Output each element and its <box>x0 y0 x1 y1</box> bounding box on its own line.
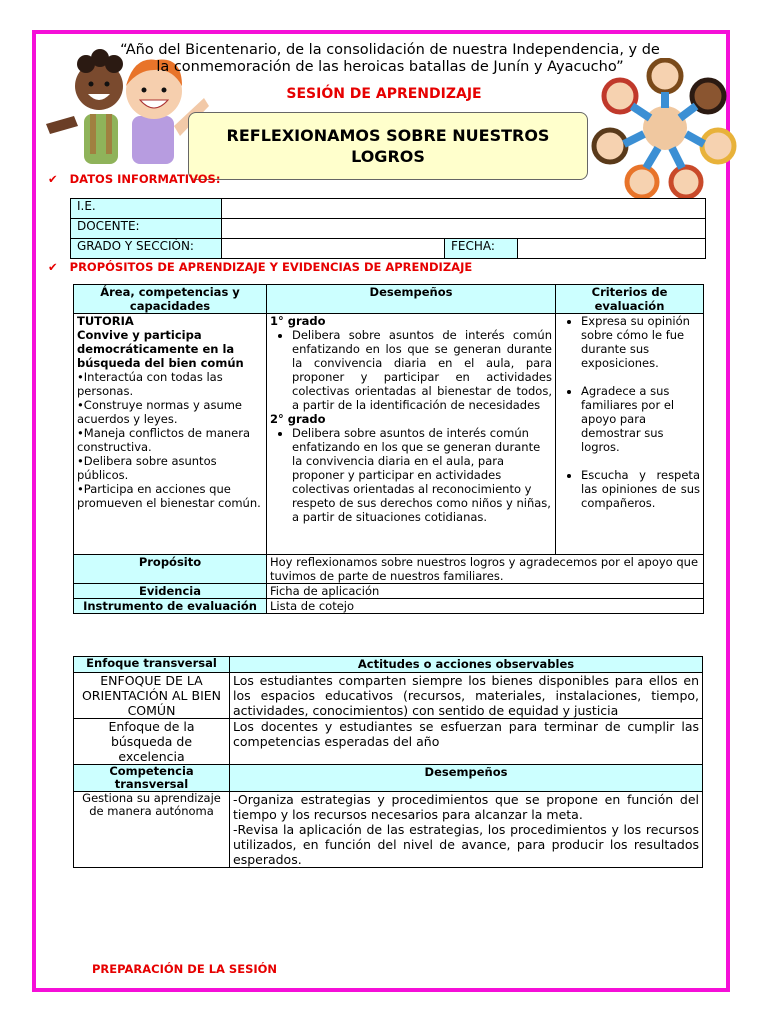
session-title-line-1: REFLEXIONAMOS SOBRE NUESTROS <box>226 126 550 145</box>
competencia-name: Gestiona su aprendizaje de manera autónoma <box>74 792 230 868</box>
capacidad: •Participa en acciones que promueven el bienestar común. <box>77 482 261 510</box>
grado-value[interactable] <box>222 239 445 259</box>
capacidad: •Delibera sobre asuntos públicos. <box>77 454 217 482</box>
area-cell <box>74 314 267 555</box>
competencia-text-1: -Organiza estrategias y procedimientos que se propone en función del tiempo y los recursos necesarios para alcanzar la meta. <box>233 792 699 822</box>
header-enfoque: Enfoque transversal <box>74 657 230 673</box>
table-row <box>71 199 706 219</box>
table-row <box>71 219 706 239</box>
table-row <box>74 719 703 765</box>
header-criterios: Criterios de evaluación <box>556 285 704 314</box>
enfoque-1-name: ENFOQUE DE LA ORIENTACIÓN AL BIEN COMÚN <box>74 673 230 719</box>
evidencia-label: Evidencia <box>74 584 267 599</box>
instrumento-label: Instrumento de evaluación <box>74 599 267 614</box>
check-icon: ✔ <box>48 260 58 274</box>
capacidad: •Construye normas y asume acuerdos y leyes. <box>77 398 243 426</box>
datos-table <box>70 198 706 259</box>
docente-label: DOCENTE: <box>71 219 222 239</box>
competencia-text <box>230 792 703 868</box>
table-row <box>71 239 706 259</box>
evidencia-value: Ficha de aplicación <box>267 584 704 599</box>
fecha-label: FECHA: <box>445 239 518 259</box>
grado-label: GRADO Y SECCIÓN: <box>71 239 222 259</box>
motto-line-2: la conmemoración de las heroicas batallas de Junín y Ayacucho” <box>156 59 624 75</box>
ie-label: I.E. <box>71 199 222 219</box>
datos-heading <box>48 172 220 186</box>
datos-heading-text: DATOS INFORMATIVOS: <box>69 172 221 186</box>
motto <box>60 42 720 76</box>
table-row <box>74 765 703 792</box>
capacidad: •Interactúa con todas las personas. <box>77 370 223 398</box>
grado-2: 2° grado <box>270 412 326 426</box>
table-row <box>74 314 704 555</box>
criterio: • Agradece a sus familiares por el apoyo para demostrar sus logros. <box>581 384 700 454</box>
proposito-value: Hoy reflexionamos sobre nuestros logros y agradecemos por el apoyo que tuvimos de parte de nuestros familiares. <box>267 555 704 584</box>
session-title-line-2: LOGROS <box>351 147 425 166</box>
propositos-heading-text: PROPÓSITOS DE APRENDIZAJE Y EVIDENCIAS DE APRENDIZAJE <box>69 260 473 274</box>
table-row <box>74 555 704 584</box>
desempeno-1: • Delibera sobre asuntos de interés común enfatizando en los que se generan durante la convivencia diaria en el aula, para proponer y participar en actividades colectivas orientadas al bienestar de todos, a partir de la identificación de necesidades <box>292 328 552 412</box>
desempeno-2: • Delibera sobre asuntos de interés común enfatizando en los que se generan durante la convivencia diaria en el aula, para proponer y participar en actividades colectivas orientadas al reconocimiento y respeto de sus derechos como niños y niñas, a partir de situaciones cotidianas. <box>292 426 552 524</box>
ie-value[interactable] <box>222 199 706 219</box>
competencia-text-2: -Revisa la aplicación de las estrategias, los procedimientos y los recursos utilizados, en función del nivel de avance, para producir los resultados esperados. <box>233 822 699 867</box>
fecha-value[interactable] <box>518 239 706 259</box>
enfoques-table <box>73 656 703 868</box>
competencia: Convive y participa democráticamente en la búsqueda del bien común <box>77 328 244 370</box>
propositos-heading <box>48 260 472 274</box>
kids-circle-illustration <box>590 58 740 198</box>
table-row <box>74 792 703 868</box>
area-name: TUTORIA <box>77 314 134 328</box>
capacidad: •Maneja conflictos de manera constructiva. <box>77 426 251 454</box>
proposito-label: Propósito <box>74 555 267 584</box>
header-competencia: Competencia transversal <box>74 765 230 792</box>
table-row <box>74 584 704 599</box>
propositos-table <box>73 284 704 614</box>
desempenos-cell <box>267 314 556 555</box>
table-row <box>74 673 703 719</box>
enfoque-2-name: Enfoque de la búsqueda de excelencia <box>74 719 230 765</box>
grado-1: 1° grado <box>270 314 326 328</box>
header-desempenos-transversal: Desempeños <box>230 765 703 792</box>
instrumento-value: Lista de cotejo <box>267 599 704 614</box>
session-title-box <box>188 112 588 180</box>
check-icon: ✔ <box>48 172 58 186</box>
enfoque-2-text: Los docentes y estudiantes se esfuerzan para terminar de cumplir las competencias esperadas del año <box>230 719 703 765</box>
criterio: • Escucha y respeta las opiniones de sus compañeros. <box>581 468 700 510</box>
table-row <box>74 599 704 614</box>
table-row <box>74 285 704 314</box>
motto-line-1: “Año del Bicentenario, de la consolidación de nuestra Independencia, y de <box>120 42 660 58</box>
header-area: Área, competencias y capacidades <box>74 285 267 314</box>
preparacion-heading: PREPARACIÓN DE LA SESIÓN <box>92 962 278 976</box>
header-actitudes: Actitudes o acciones observables <box>230 657 703 673</box>
session-heading: SESIÓN DE APRENDIZAJE <box>286 86 482 102</box>
header-desempenos: Desempeños <box>267 285 556 314</box>
docente-value[interactable] <box>222 219 706 239</box>
table-row <box>74 657 703 673</box>
criterios-cell <box>556 314 704 555</box>
enfoque-1-text: Los estudiantes comparten siempre los bienes disponibles para ellos en los espacios educativos (recursos, materiales, instalaciones, tiempo, actividades, conocimientos) con sentido de equidad y justicia <box>230 673 703 719</box>
criterio: • Expresa su opinión sobre cómo le fue durante sus exposiciones. <box>581 314 700 370</box>
